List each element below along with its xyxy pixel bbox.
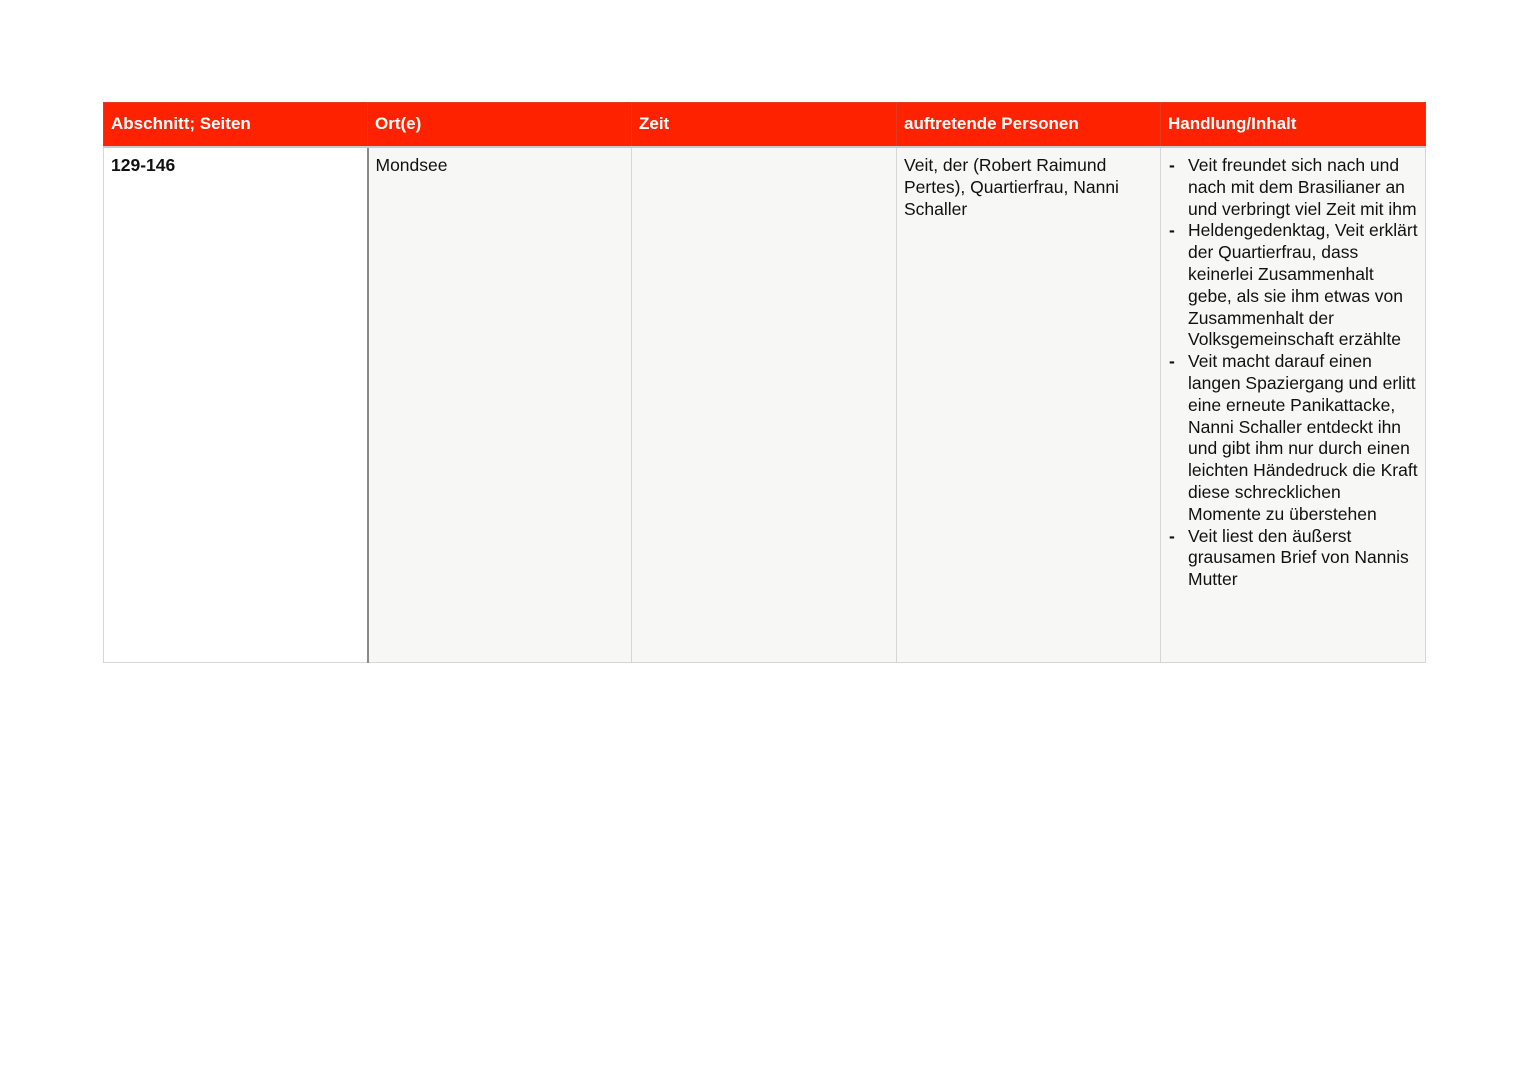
table-header-row bbox=[104, 103, 1426, 148]
header-content: Handlung/Inhalt bbox=[1161, 103, 1426, 148]
cell-time bbox=[632, 147, 897, 663]
cell-content bbox=[1161, 147, 1426, 663]
header-place: Ort(e) bbox=[368, 103, 632, 148]
header-persons: auftretende Personen bbox=[897, 103, 1161, 148]
bullet-dash: - bbox=[1169, 220, 1175, 241]
list-item-text: Heldengedenktag, Veit erklärt der Quartierfrau, dass keinerlei Zusammenhalt gebe, als sie ihm etwas von Zusammenhalt der Volksgemeinschaft erzählte bbox=[1188, 220, 1418, 350]
list-item-text: Veit liest den äußerst grausamen Brief von Nannis Mutter bbox=[1188, 525, 1409, 590]
list-item-text: Veit macht darauf einen langen Spaziergang und erlitt eine erneute Panikattacke, Nanni Schaller entdeckt ihn und gibt ihm nur durch einen leichten Händedruck die Kraft diese schrecklichen Momente zu überstehen bbox=[1188, 351, 1418, 524]
cell-section: 129-146 bbox=[104, 147, 368, 663]
table-row bbox=[104, 147, 1426, 663]
cell-persons: Veit, der (Robert Raimund Pertes), Quartierfrau, Nanni Schaller bbox=[897, 147, 1161, 663]
summary-table-container bbox=[103, 102, 1425, 663]
list-item bbox=[1168, 351, 1418, 525]
cell-place: Mondsee bbox=[368, 147, 632, 663]
bullet-dash: - bbox=[1169, 155, 1175, 175]
bullet-dash: - bbox=[1169, 351, 1175, 372]
content-bullet-list bbox=[1168, 155, 1418, 591]
header-time: Zeit bbox=[632, 103, 897, 148]
list-item bbox=[1168, 220, 1418, 351]
summary-table bbox=[103, 102, 1426, 663]
header-section: Abschnitt; Seiten bbox=[104, 103, 368, 148]
list-item bbox=[1168, 155, 1418, 220]
bullet-dash: - bbox=[1169, 525, 1175, 546]
list-item bbox=[1168, 526, 1418, 591]
list-item-text: Veit freundet sich nach und nach mit dem Brasilianer an und verbringt viel Zeit mit ihm bbox=[1188, 155, 1417, 219]
